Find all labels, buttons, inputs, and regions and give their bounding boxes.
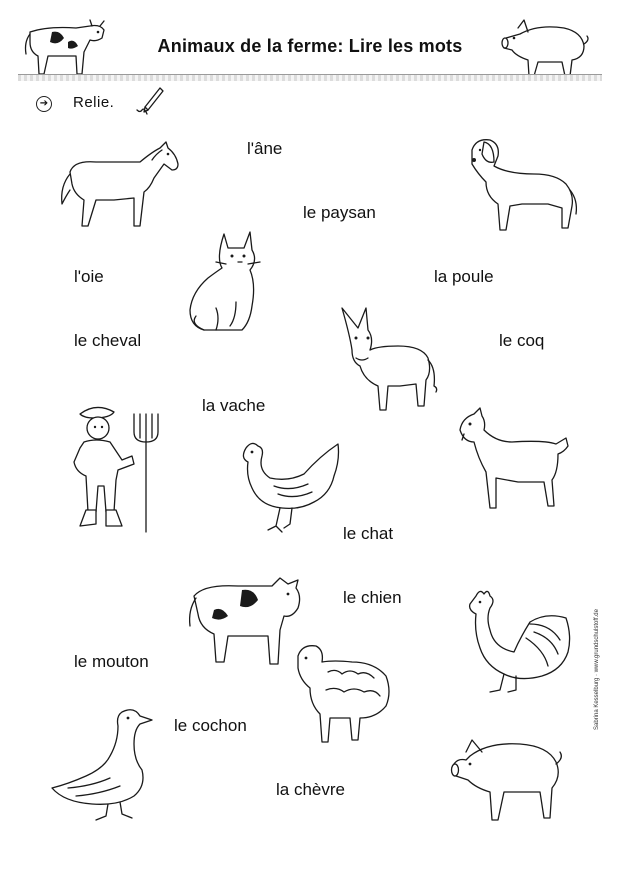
cat-drawing[interactable]: [186, 226, 264, 334]
sheep-drawing[interactable]: [290, 640, 394, 746]
word-paysan[interactable]: le paysan: [303, 203, 376, 222]
word-cheval[interactable]: le cheval: [74, 331, 142, 350]
word-chat[interactable]: le chat: [343, 524, 394, 543]
pencil-icon: [136, 86, 164, 121]
word-ane[interactable]: l'âne: [247, 139, 283, 158]
goat-drawing[interactable]: [456, 408, 572, 512]
farmer-drawing[interactable]: [66, 402, 162, 534]
header-divider: [18, 74, 602, 81]
word-poule[interactable]: la poule: [434, 267, 494, 286]
word-oie[interactable]: l'oie: [74, 267, 104, 286]
page-title: Animaux de la ferme: Lire les mots: [157, 36, 463, 56]
word-cochon[interactable]: le cochon: [174, 716, 247, 735]
word-coq[interactable]: le coq: [499, 331, 545, 350]
word-chevre[interactable]: la chèvre: [276, 780, 345, 799]
arrow-circle-icon: ➔: [36, 96, 52, 112]
pig-drawing[interactable]: [448, 734, 566, 824]
goose-drawing[interactable]: [48, 706, 164, 824]
word-vache[interactable]: la vache: [202, 396, 266, 415]
dog-drawing[interactable]: [464, 134, 580, 234]
instruction-text: Relie.: [73, 94, 115, 111]
word-mouton[interactable]: le mouton: [74, 652, 149, 671]
copyright-credit: Sabrina Kesselburg · www.grundschulstoff.de: [594, 609, 600, 730]
donkey-drawing[interactable]: [338, 302, 442, 414]
rooster-drawing[interactable]: [460, 588, 576, 696]
hen-drawing[interactable]: [234, 436, 344, 536]
word-chien[interactable]: le chien: [343, 588, 402, 607]
horse-drawing[interactable]: [56, 138, 182, 230]
